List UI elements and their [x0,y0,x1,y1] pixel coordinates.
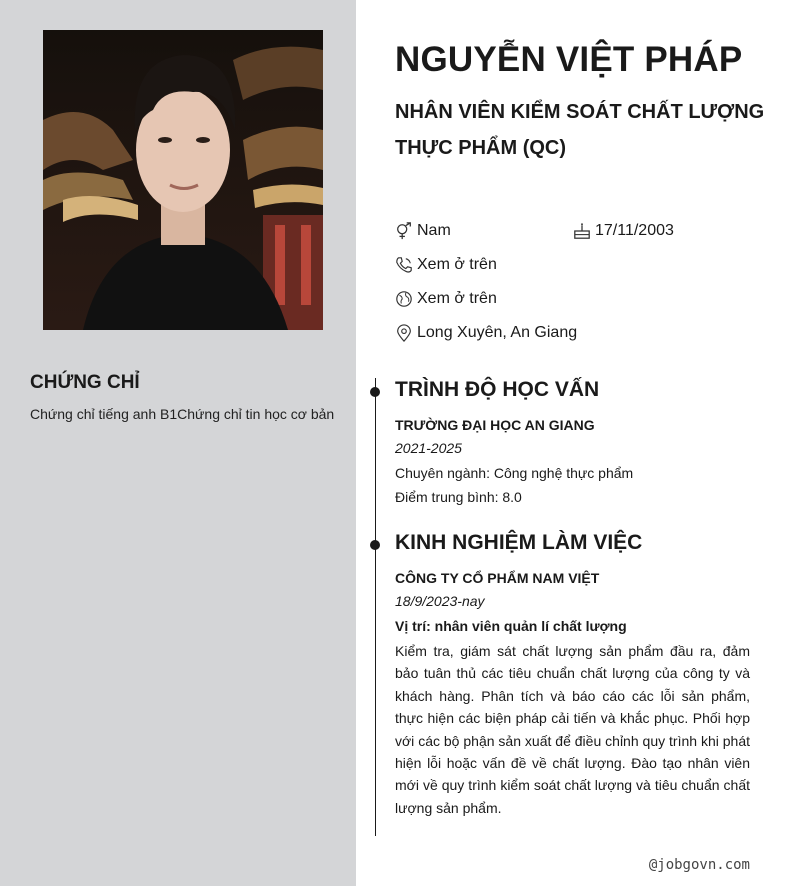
experience-description: Kiểm tra, giám sát chất lượng sản phẩm đầu ra, đảm bảo tuân thủ các tiêu chuẩn chất lượng của công ty và khách hàng. Phân tích và báo cáo các lỗi sản phẩm, thực hiện các biện pháp cải tiến và khắc phục. Phối hợp với các bộ phận sản xuất để điều chỉnh quy trình khi phát hiện lỗi hoặc vấn đề về chất lượng. Đào tạo nhân viên mới về quy trình kiểm soát chất lượng và tiêu chuẩn chất lượng sản phẩm. [395,643,750,816]
timeline-line [375,378,376,836]
email-value: Xem ở trên [417,290,497,307]
company-name: CÔNG TY CỔ PHẨM NAM VIỆT [395,570,600,586]
gender-info [395,222,451,240]
experience-role: Vị trí: nhân viên quản lí chất lượng [395,618,627,634]
certificates-text: Chứng chỉ tiếng anh B1Chứng chỉ tin học cơ bản [30,406,335,422]
experience-title: KINH NGHIỆM LÀM VIỆC [395,531,643,554]
gender-value: Nam [417,222,451,239]
footer-watermark: @jobgovn.com [648,857,750,873]
phone-value: Xem ở trên [417,256,497,273]
education-period: 2021-2025 [395,440,462,456]
experience-dot [370,540,380,550]
phone-icon [395,256,413,274]
birthday-info [573,222,674,240]
phone-info [395,256,497,274]
email-info [395,290,497,308]
education-dot [370,387,380,397]
address-info [395,324,577,342]
gender-icon [395,222,413,240]
job-position: NHÂN VIÊN KIỂM SOÁT CHẤT LƯỢNG THỰC PHẨM (QC) [395,101,765,159]
school-name: TRƯỜNG ĐẠI HỌC AN GIANG [395,417,595,433]
address-value: Long Xuyên, An Giang [417,324,578,341]
experience-period: 18/9/2023-nay [395,593,485,609]
avatar-image [43,30,323,330]
candidate-name: NGUYỄN VIỆT PHÁP [395,40,743,79]
profile-photo [43,30,323,330]
cake-icon [573,222,591,240]
education-major: Chuyên ngành: Công nghệ thực phẩm [395,465,634,481]
certificates-title: CHỨNG CHỈ [30,372,140,393]
location-pin-icon [395,324,413,342]
education-gpa: Điểm trung bình: 8.0 [395,489,522,505]
education-title: TRÌNH ĐỘ HỌC VẤN [395,378,600,401]
birthday-value: 17/11/2003 [595,222,674,239]
globe-icon [395,290,413,308]
